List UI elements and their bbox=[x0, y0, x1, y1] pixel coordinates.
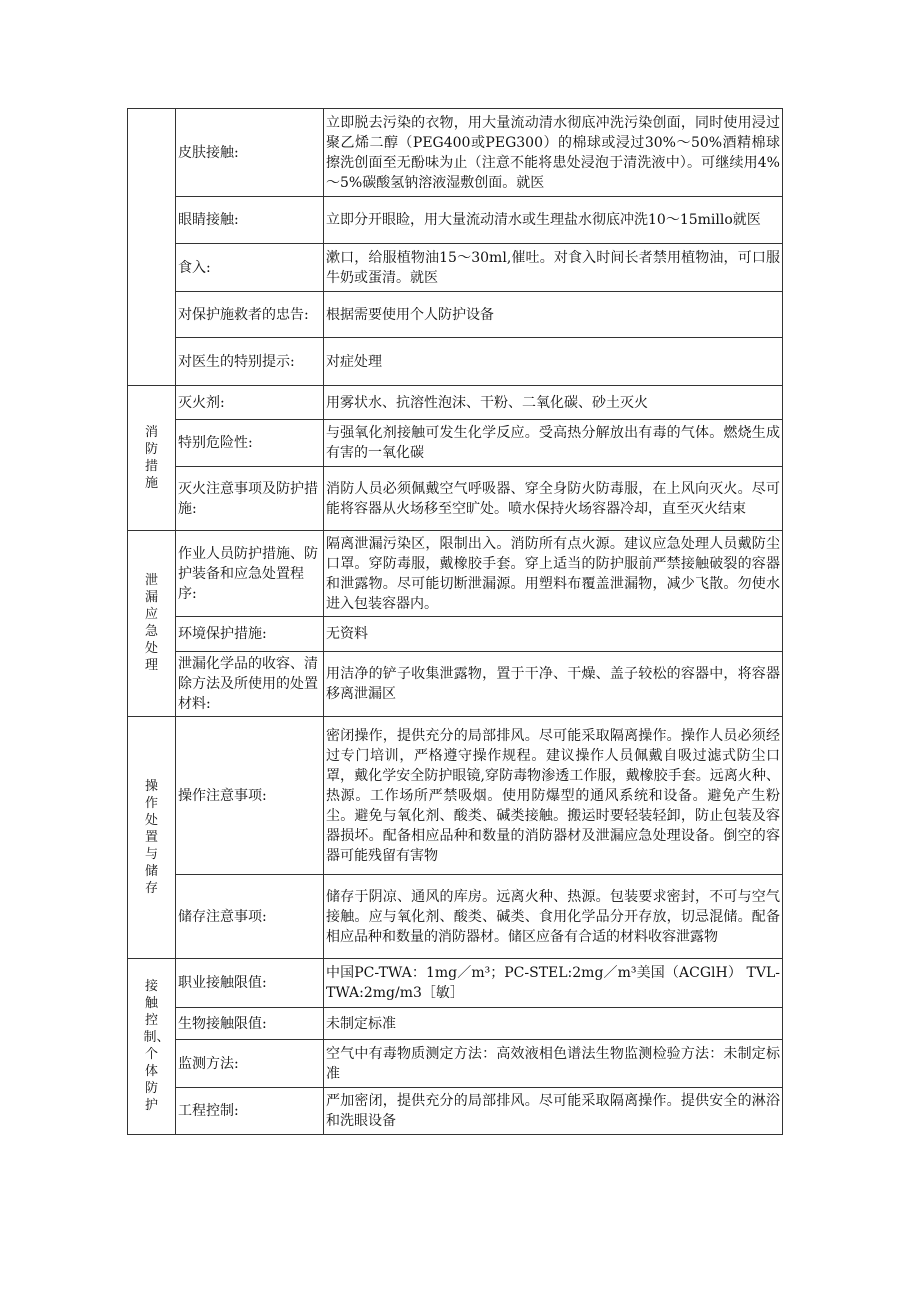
table-row bbox=[128, 467, 783, 531]
extinguishing-agent-text: 用雾状水、抗溶性泡沫、干粉、二氧化碳、砂土灭火 bbox=[324, 386, 783, 420]
table-row bbox=[128, 1008, 783, 1040]
ingestion-label: 食入: bbox=[176, 244, 324, 292]
personnel-protection-label: 作业人员防护措施、防护装备和应急处置程序: bbox=[176, 531, 324, 617]
eye-contact-label: 眼睛接触: bbox=[176, 197, 324, 244]
engineering-control-label: 工程控制: bbox=[176, 1088, 324, 1135]
storage-notes-label: 储存注意事项: bbox=[176, 875, 324, 959]
handling-notes-label: 操作注意事项: bbox=[176, 717, 324, 875]
eye-contact-text: 立即分开眼睑，用大量流动清水或生理盐水彻底冲洗10～15millo就医 bbox=[324, 197, 783, 244]
section-spill-response: 泄漏应急处理 bbox=[128, 531, 176, 717]
doctor-note-text: 对症处理 bbox=[324, 338, 783, 386]
table-row bbox=[128, 420, 783, 467]
table-row bbox=[128, 338, 783, 386]
environmental-label: 环境保护措施: bbox=[176, 617, 324, 652]
spill-cleanup-label: 泄漏化学品的收容、清除方法及所使用的处置材料: bbox=[176, 652, 324, 717]
extinguishing-agent-label: 灭火剂: bbox=[176, 386, 324, 420]
firefighting-notes-text: 消防人员必须佩戴空气呼吸器、穿全身防火防毒服，在上风向灭火。尽可能将容器从火场移至空旷处。喷水保持火场容器冷却，直至灭火结束 bbox=[324, 467, 783, 531]
handling-notes-text: 密闭操作，提供充分的局部排风。尽可能采取隔离操作。操作人员必须经过专门培训，严格遵守操作规程。建议操作人员佩戴自吸过滤式防尘口罩，戴化学安全防护眼镜,穿防毒物渗透工作服，戴橡胶手套。远离火种、热源。工作场所严禁吸烟。使用防爆型的通风系统和设备。避免产生粉尘。避免与氧化剂、酸类、碱类接触。搬运时要轻装轻卸，防止包装及容器损坏。配备相应品种和数量的消防器材及泄漏应急处理设备。倒空的容器可能残留有害物 bbox=[324, 717, 783, 875]
biological-limit-text: 未制定标准 bbox=[324, 1008, 783, 1040]
monitoring-method-label: 监测方法: bbox=[176, 1040, 324, 1088]
skin-contact-text: 立即脱去污染的衣物，用大量流动清水彻底冲洗污染创面，同时使用浸过聚乙烯二醇（PEG400或PEG300）的棉球或浸过30%～50%酒精棉球擦洗创面至无酚味为止（注意不能将患处浸泡于清洗液中）。可继续用4%～5%碳酸氢钠溶液湿敷创面。就医 bbox=[324, 109, 783, 197]
section-exposure-control: 接触控制、个体防护 bbox=[128, 959, 176, 1135]
biological-limit-label: 生物接触限值: bbox=[176, 1008, 324, 1040]
table-row bbox=[128, 292, 783, 338]
table-row bbox=[128, 109, 783, 197]
personnel-protection-text: 隔离泄漏污染区，限制出入。消防所有点火源。建议应急处理人员戴防尘口罩。穿防毒服，戴橡胶手套。穿上适当的防护服前严禁接触破裂的容器和泄露物。尽可能切断泄漏源。用塑料布覆盖泄漏物，减少飞散。勿使水进入包装容器内。 bbox=[324, 531, 783, 617]
table-row bbox=[128, 875, 783, 959]
table-row bbox=[128, 244, 783, 292]
special-hazard-text: 与强氧化剂接触可发生化学反应。受高热分解放出有毒的气体。燃烧生成有害的一氧化碳 bbox=[324, 420, 783, 467]
table-row bbox=[128, 531, 783, 617]
occupational-limit-label: 职业接触限值: bbox=[176, 959, 324, 1008]
table-row bbox=[128, 1040, 783, 1088]
environmental-text: 无资料 bbox=[324, 617, 783, 652]
firefighting-notes-label: 灭火注意事项及防护措施: bbox=[176, 467, 324, 531]
table-row bbox=[128, 197, 783, 244]
rescuer-advice-text: 根据需要使用个人防护设备 bbox=[324, 292, 783, 338]
table-row bbox=[128, 1088, 783, 1135]
skin-contact-label: 皮肤接触: bbox=[176, 109, 324, 197]
section-handling-storage: 操作处置与储存 bbox=[128, 717, 176, 959]
rescuer-advice-label: 对保护施救者的忠告: bbox=[176, 292, 324, 338]
occupational-limit-text: 中国PC-TWA：1mg／m³；PC-STEL:2mg／m³美国（ACGlH） TVL-TWA:2mg/m3［敏］ bbox=[324, 959, 783, 1008]
monitoring-method-text: 空气中有毒物质测定方法：高效液相色谱法生物监测检验方法：未制定标准 bbox=[324, 1040, 783, 1088]
spill-cleanup-text: 用洁净的铲子收集泄露物，置于干净、干燥、盖子较松的容器中，将容器移离泄漏区 bbox=[324, 652, 783, 717]
storage-notes-text: 储存于阴凉、通风的库房。远离火种、热源。包装要求密封，不可与空气接触。应与氧化剂、酸类、碱类、食用化学品分开存放，切忌混储。配备相应品种和数量的消防器材。储区应备有合适的材料收容泄露物 bbox=[324, 875, 783, 959]
table-row bbox=[128, 617, 783, 652]
section-first-aid bbox=[128, 109, 176, 386]
special-hazard-label: 特别危险性: bbox=[176, 420, 324, 467]
doctor-note-label: 对医生的特别提示: bbox=[176, 338, 324, 386]
table-row bbox=[128, 959, 783, 1008]
ingestion-text: 漱口，给服植物油15～30ml,催吐。对食入时间长者禁用植物油，可口服牛奶或蛋清。就医 bbox=[324, 244, 783, 292]
engineering-control-text: 严加密闭，提供充分的局部排风。尽可能采取隔离操作。提供安全的淋浴和洗眼设备 bbox=[324, 1088, 783, 1135]
msds-table bbox=[127, 108, 783, 1135]
section-fire-fighting: 消防措施 bbox=[128, 386, 176, 531]
table-row bbox=[128, 386, 783, 420]
table-row bbox=[128, 717, 783, 875]
table-row bbox=[128, 652, 783, 717]
